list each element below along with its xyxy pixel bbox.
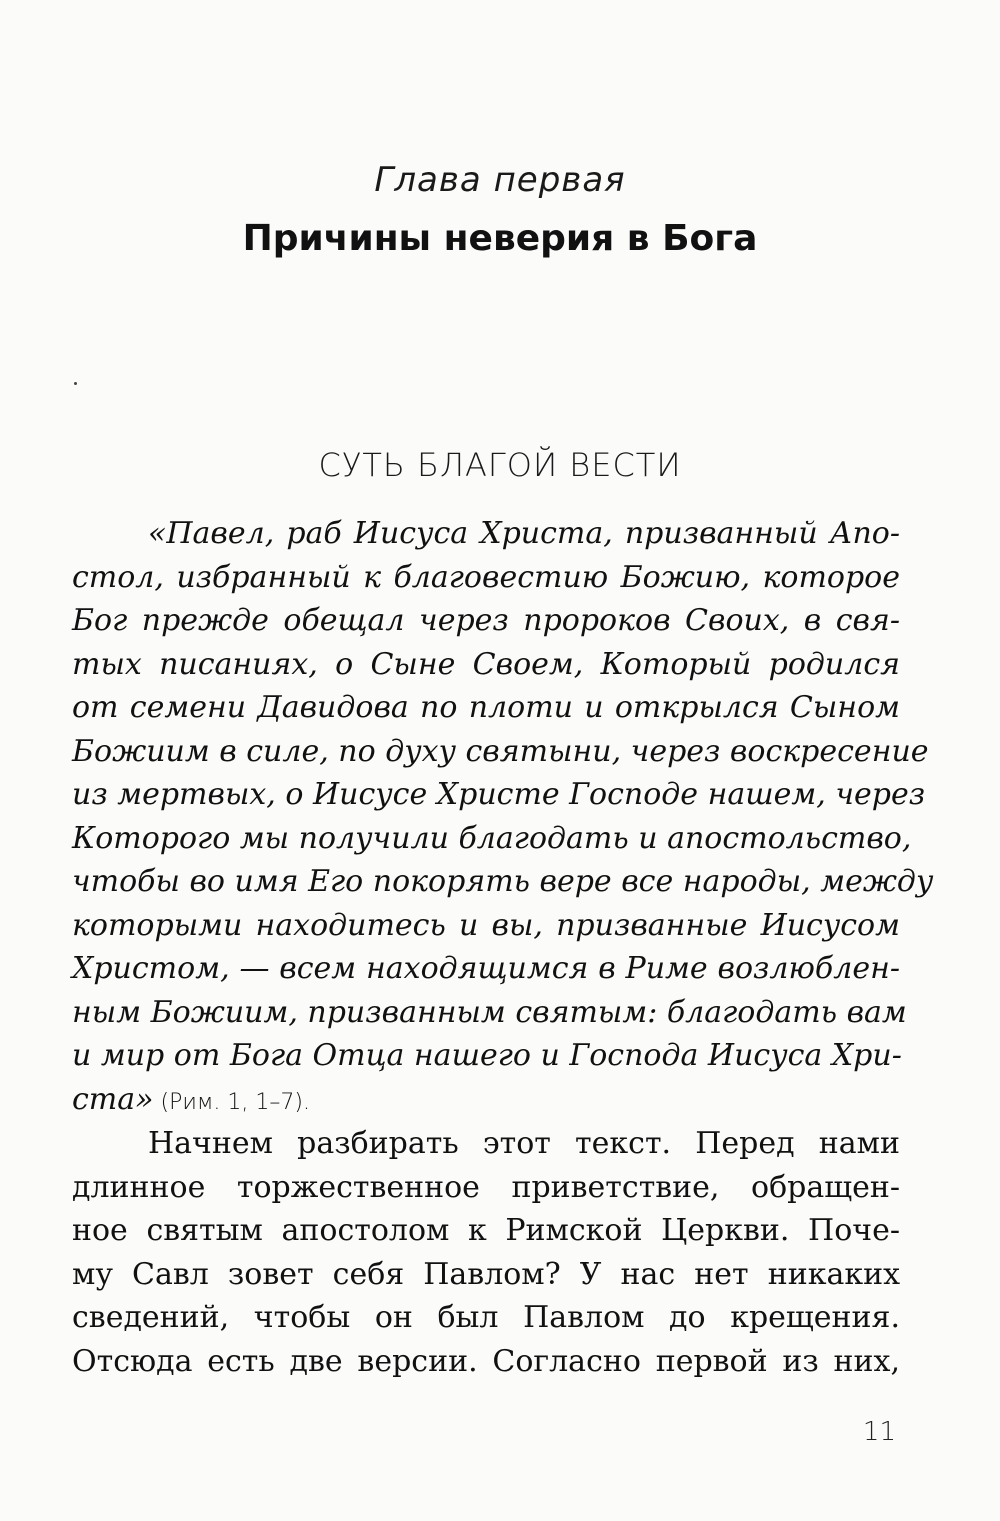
page-number: 11 bbox=[862, 1417, 896, 1447]
scripture-reference: (Рим. 1, 1–7). bbox=[153, 1089, 310, 1115]
paragraph-line: Начнем разбирать этот текст. Перед нами bbox=[148, 1126, 900, 1161]
paragraph-line: длинное торжественное приветствие, обращен- bbox=[72, 1169, 900, 1205]
section-heading: СУТЬ БЛАГОЙ ВЕСТИ bbox=[318, 446, 682, 484]
chapter-title: Причины неверия в Бога bbox=[242, 218, 758, 259]
scripture-quote bbox=[72, 512, 934, 1121]
paragraph-line: Отсюда есть две версии. Согласно первой из них, bbox=[72, 1343, 900, 1379]
chapter-label: Глава первая bbox=[374, 160, 626, 200]
paragraph-line: сведений, чтобы он был Павлом до крещения. bbox=[72, 1300, 900, 1335]
quote-line: тых писаниях, о Сыне Своем, Который родился bbox=[72, 646, 900, 682]
commentary-paragraph bbox=[72, 1122, 900, 1383]
quote-line: Христом, — всем находящимся в Риме возлюблен- bbox=[72, 951, 900, 986]
quote-line-end: ста» bbox=[72, 1081, 154, 1117]
quote-line: которыми находитесь и вы, призванные Иисусом bbox=[72, 907, 900, 943]
paragraph-line: ное святым апостолом к Римской Церкви. Поче- bbox=[72, 1213, 900, 1248]
paragraph-line: му Савл зовет себя Павлом? У нас нет никаких bbox=[72, 1256, 900, 1292]
quote-line: Которого мы получили благодать и апостольство, bbox=[72, 820, 912, 856]
quote-line: стол, избранный к благовестию Божию, которое bbox=[72, 559, 900, 595]
quote-line: от семени Давидова по плоти и открылся Сыном bbox=[72, 690, 900, 725]
quote-line: Бог прежде обещал через пророков Своих, в свя- bbox=[72, 603, 900, 638]
quote-line: ным Божиим, призванным святым: благодать вам bbox=[72, 994, 907, 1030]
quote-last-line bbox=[72, 1078, 900, 1122]
quote-line: и мир от Бога Отца нашего и Господа Иисуса Хри- bbox=[72, 1038, 902, 1073]
quote-line: «Павел, раб Иисуса Христа, призванный Апо- bbox=[148, 516, 900, 551]
quote-line: чтобы во имя Его покорять вере все народы, между bbox=[72, 864, 934, 899]
quote-line: Божиим в силе, по духу святыни, через воскресение bbox=[72, 733, 929, 769]
print-speck bbox=[74, 382, 77, 385]
quote-line: из мертвых, о Иисусе Христе Господе нашем, через bbox=[72, 777, 926, 812]
